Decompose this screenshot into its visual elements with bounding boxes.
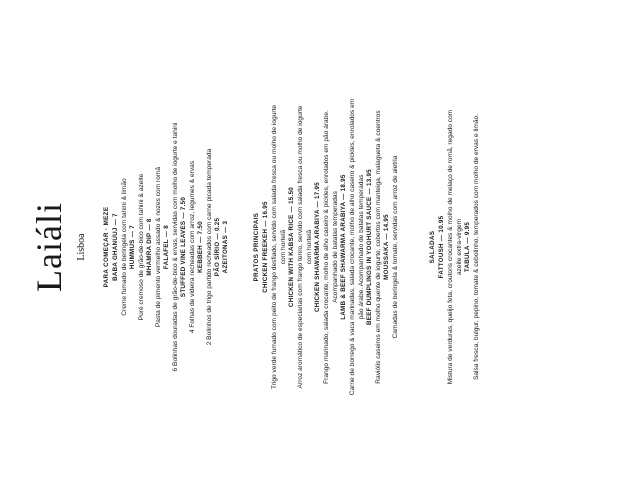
menu-item-desc: Raviólis caseiros em molho quente de iogurte, cobertos com manteiga, malagueta & coentros	[375, 110, 382, 384]
menu-item-desc: Pasta de pimento vermelho assado & nozes com romã	[155, 166, 162, 328]
menu-item-desc: Puré cremoso de grão-de-bico com tahini & azeite	[138, 173, 145, 321]
menu-item-desc: com hortelã	[280, 229, 287, 265]
menu-item-name: AZEITONAS — 3	[222, 220, 229, 274]
menu-item-desc: Creme fumado de beringela com tahini & limão	[121, 178, 128, 316]
menu-item-desc: Frango marinado, salada crocante, molho de alho caseiro & pickles, enrolados em pão árabe.	[323, 110, 330, 384]
menu-item-desc: Camadas de beringela & tomate, servidas com arroz de aletria	[392, 155, 399, 339]
menu-item-desc: Salsa fresca, bulgur, pepino, tomate & cebolinho, temperados com molho de ervas e limão.	[473, 113, 480, 381]
menu-item-desc: azeite extra-virgem	[456, 218, 463, 276]
menu-item-name: STUFFED VINE LEAVES — 7.50	[180, 196, 187, 298]
section-salads	[428, 27, 481, 467]
section-title: PRATOS PRINCIPAIS	[253, 212, 260, 282]
restaurant-city: Lisboa	[76, 233, 87, 261]
menu-item-desc: pão árabe. Acompanhado de batatas temperadas	[358, 174, 365, 320]
menu-item-desc: Arroz aromático de especiarias com frango tenro, servido com salada fresca ou molho de iogurte	[297, 105, 304, 389]
menu-item-name: FALAFEL — 8	[163, 224, 170, 270]
menu-item-name: PÃO SÍRIO — 0.25	[214, 217, 221, 277]
menu-item-name: BABA GHANUUJ — 7	[112, 213, 119, 281]
menu-item-name: CHICKEN WITH KABSA RICE — 15.50	[288, 186, 295, 308]
restaurant-logo: Laiáli	[29, 202, 69, 292]
menu-item-name: MOUSSAKA — 14.95	[383, 214, 390, 280]
section-starters	[102, 27, 230, 467]
section-title: SALADAS	[429, 230, 436, 264]
menu-item-desc: 6 Bolinhas douradas de grão-de-bico & ervas, servidas com molho de iogurte e tahini	[172, 122, 179, 372]
menu-item-name: MHAMRA DIP — 8	[146, 218, 153, 276]
menu-item-desc: Trigo verde fumado com peito de frango desfiado, servido com salada fresca ou molho de iogurte	[271, 104, 278, 390]
menu-item-name: HUMMUS — 7	[129, 225, 136, 269]
section-title: PARA COMEÇAR · MEZE	[103, 206, 110, 288]
menu-item-desc: com hortelã	[306, 229, 313, 265]
menu-content	[20, 27, 620, 467]
menu-item-name: TABULA — 9.95	[464, 221, 471, 273]
menu-item-desc: Acompanhado de batatas temperadas	[332, 191, 339, 303]
menu-item-name: KEBBEH — 7.50	[197, 221, 204, 273]
menu-item-desc: 4 Folhas de videira recheadas com arroz, legumes & ervas	[189, 160, 196, 334]
menu-item-name: CHICKEN SHAWARMA ARABIYA — 17.95	[314, 181, 321, 313]
menu-item-desc: Carne de borrego & vaca marinadas, salada crocante, molho de alho caseiro & pickles, enrolados em	[349, 98, 356, 396]
menu-item-name: LAMB & BEEF SHAWARMA ARABIYA — 18.95	[340, 174, 347, 320]
menu-item-name: BEEF DUMPLINGS IN YOGHURT SAUCE — 13.95	[366, 169, 373, 325]
menu-item-desc: 2 Bolinhos de trigo partido recheados com carne picada temperada	[206, 148, 213, 346]
menu-item-desc: Mistura de verduras, queijo feta, croutons crocantes & molho de melaço de romã, regado com	[447, 109, 454, 385]
menu-item-name: CHICKEN FREEKEH — 16.95	[262, 201, 269, 293]
menu-item-name: FATTOUSH — 10.95	[438, 215, 445, 279]
section-mains	[252, 27, 400, 467]
